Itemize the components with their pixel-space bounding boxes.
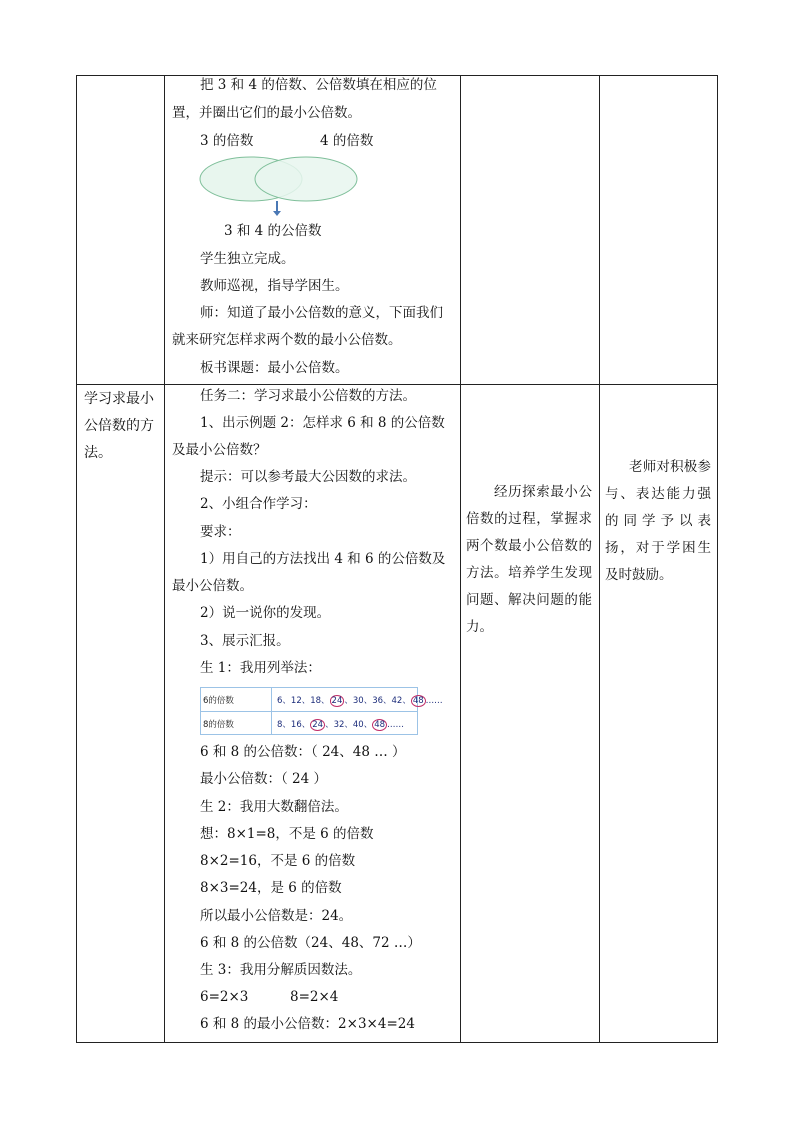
venn-label-3: 3 的倍数 [200, 133, 254, 149]
process-line: 提示：可以参考最大公因数的求法。 [200, 469, 416, 485]
multiples-row-6 [201, 688, 443, 711]
table-border-left [76, 75, 77, 1043]
process-line: 3、展示汇报。 [200, 633, 290, 649]
circle-mark-icon: 48 [374, 720, 386, 730]
column-divider-1 [164, 75, 165, 1043]
table-border-bottom [76, 1042, 718, 1043]
process-line: 想：8×1=8，不是 6 的倍数 [200, 826, 374, 842]
process-line: 最小公倍数：（ 24 ） [200, 771, 328, 787]
process-line: 2、小组合作学习： [200, 496, 317, 512]
stage-title: 学习求最小公倍数的方法。 [84, 391, 154, 461]
process-line: 8×2=16，不是 6 的倍数 [200, 853, 356, 869]
process-line: 要求： [200, 524, 241, 540]
venn-diagram [195, 150, 365, 220]
process-line: 8×3=24，是 6 的倍数 [200, 880, 342, 896]
row1-text-line: 师：知道了最小公倍数的意义，下面我们 [200, 305, 443, 321]
table-border-right [717, 75, 718, 1043]
multiples-values-6: 6、12、18、 24 、30、36、42、 48 …… [277, 696, 443, 706]
process-line: 生 1：我用列举法： [200, 660, 321, 676]
process-line: 任务二：学习求最小公倍数的方法。 [200, 388, 416, 404]
multiples-label-8: 8的倍数 [203, 720, 234, 730]
process-line: 1）用自己的方法找出 4 和 6 的公倍数及 [200, 551, 446, 567]
row1-text-line: 置，并圈出它们的最小公倍数。 [172, 105, 361, 121]
process-line: 6 和 8 的最小公倍数：2×3×4=24 [200, 1016, 415, 1032]
process-line: 6 和 8 的公倍数（24、48、72 …） [200, 935, 421, 951]
venn-label-common: 3 和 4 的公倍数 [224, 223, 322, 239]
process-line: 生 2：我用大数翻倍法。 [200, 799, 348, 815]
process-line: 1、出示例题 2：怎样求 6 和 8 的公倍数 [200, 415, 445, 431]
process-line: 8=2×4 [290, 989, 339, 1005]
circle-mark-icon: 24 [331, 696, 343, 706]
multiples-row-8 [201, 711, 417, 735]
process-line: 6 和 8 的公倍数：（ 24、48 … ） [200, 744, 406, 760]
column-divider-3 [599, 75, 600, 1043]
process-line: 最小公倍数。 [172, 578, 253, 594]
design-intent: 经历探索最小公倍数的过程，掌握求两个数最小公倍数的方法。培养学生发现问题、解决问题的能力。 [466, 484, 592, 635]
multiples-label-6: 6的倍数 [203, 696, 234, 706]
circle-mark-icon: 48 [412, 696, 424, 706]
process-line: 生 3：我用分解质因数法。 [200, 962, 362, 978]
process-line: 6=2×3 [200, 989, 249, 1005]
evaluation-note: 老师对积极参与、表达能力强的同学予以表扬，对于学困生及时鼓励。 [605, 459, 711, 583]
process-line: 所以最小公倍数是：24。 [200, 908, 353, 924]
row1-text-line: 把 3 和 4 的倍数、公倍数填在相应的位 [200, 77, 437, 93]
venn-label-4: 4 的倍数 [320, 133, 374, 149]
row1-text-line: 就来研究怎样求两个数的最小公倍数。 [172, 332, 402, 348]
column-divider-2 [460, 75, 461, 1043]
process-line: 及最小公倍数？ [172, 442, 267, 458]
circle-mark-icon: 24 [312, 720, 324, 730]
process-line: 2）说一说你的发现。 [200, 605, 331, 621]
multiples-values-8: 8、16、 24 、32、40、 48 …… [277, 720, 405, 730]
venn-circle-4 [255, 157, 357, 201]
row1-text-line: 板书课题：最小公倍数。 [200, 360, 349, 376]
row1-text-line: 学生独立完成。 [200, 251, 295, 267]
multiples-table [200, 687, 443, 735]
row1-text-line: 教师巡视，指导学困生。 [200, 278, 349, 294]
row-divider [76, 384, 718, 385]
